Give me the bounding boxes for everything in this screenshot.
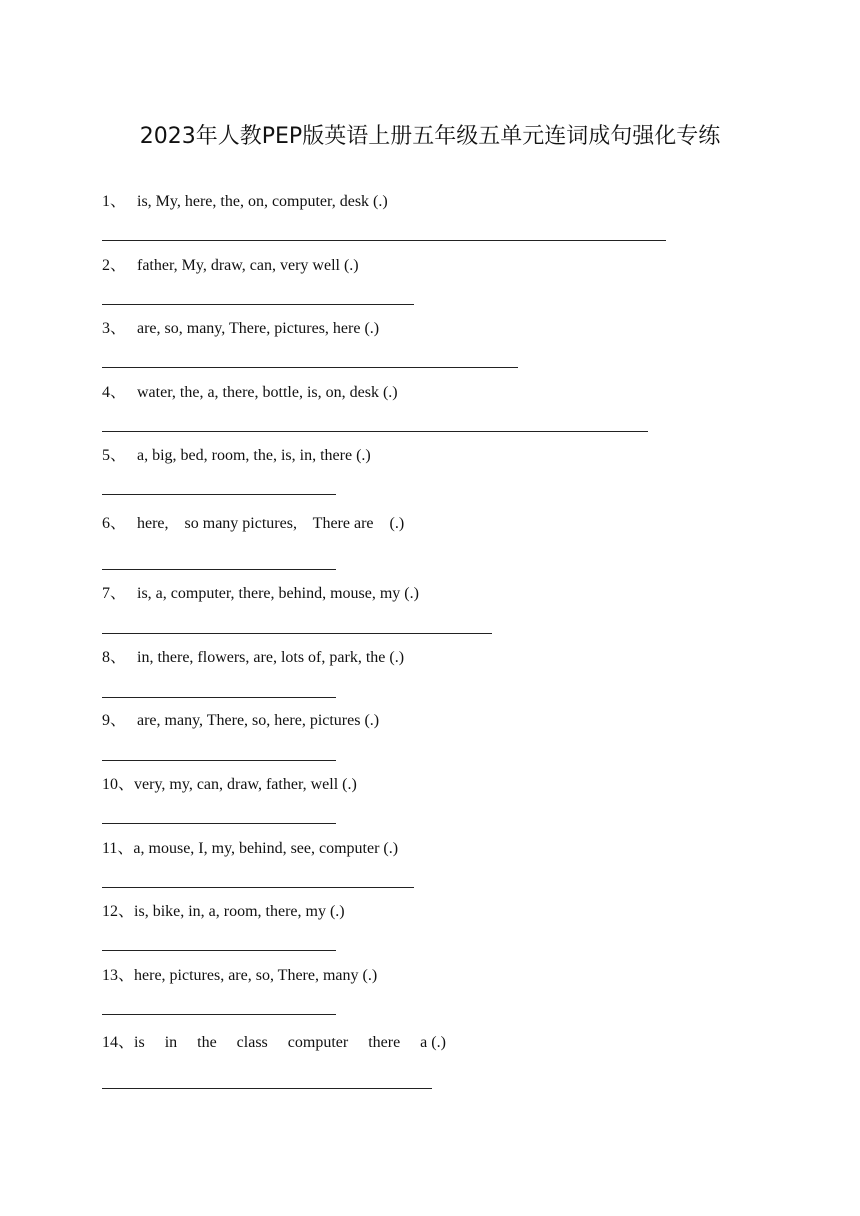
question-item xyxy=(102,711,802,731)
question-number: 9、 xyxy=(102,712,127,729)
question-text xyxy=(102,584,802,604)
question-item xyxy=(102,383,802,403)
question-words: are, many, There, so, here, pictures (.) xyxy=(137,712,380,729)
question-number: 3、 xyxy=(102,320,127,337)
question-text xyxy=(102,256,802,276)
question-text xyxy=(102,514,802,534)
answer-line[interactable] xyxy=(102,760,336,761)
question-number: 10、 xyxy=(102,776,135,793)
question-words: father, My, draw, can, very well (.) xyxy=(137,257,359,274)
question-item xyxy=(102,584,802,604)
question-words: here, so many pictures, There are (.) xyxy=(137,515,405,532)
answer-line[interactable] xyxy=(102,697,336,698)
question-text xyxy=(102,775,802,795)
question-text xyxy=(102,192,802,212)
question-item xyxy=(102,966,802,986)
question-words: here, pictures, are, so, There, many (.) xyxy=(134,967,378,984)
question-item xyxy=(102,1033,802,1053)
question-item xyxy=(102,256,802,276)
question-item xyxy=(102,775,802,795)
question-text xyxy=(102,902,802,922)
answer-line[interactable] xyxy=(102,240,666,241)
question-words: in, there, flowers, are, lots of, park, the (.) xyxy=(137,649,405,666)
question-text xyxy=(102,319,802,339)
answer-line[interactable] xyxy=(102,431,648,432)
question-text xyxy=(102,383,802,403)
question-number: 4、 xyxy=(102,384,127,401)
question-words: water, the, a, there, bottle, is, on, desk (.) xyxy=(137,384,398,401)
question-words: is, bike, in, a, room, there, my (.) xyxy=(134,903,345,920)
answer-line[interactable] xyxy=(102,367,518,368)
question-number: 7、 xyxy=(102,585,127,602)
question-number: 11、 xyxy=(102,840,134,857)
answer-line[interactable] xyxy=(102,633,492,634)
question-text xyxy=(102,966,802,986)
answer-line[interactable] xyxy=(102,823,336,824)
question-number: 12、 xyxy=(102,903,135,920)
question-text xyxy=(102,648,802,668)
question-number: 14、 xyxy=(102,1034,135,1051)
question-item xyxy=(102,319,802,339)
answer-line[interactable] xyxy=(102,569,336,570)
question-words: a, mouse, I, my, behind, see, computer (.) xyxy=(133,840,399,857)
page-title: 2023年人教PEP版英语上册五年级五单元连词成句强化专练 xyxy=(139,124,721,149)
question-text xyxy=(102,711,802,731)
question-item xyxy=(102,902,802,922)
answer-line[interactable] xyxy=(102,887,414,888)
question-number: 13、 xyxy=(102,967,135,984)
answer-line[interactable] xyxy=(102,1014,336,1015)
question-item xyxy=(102,839,802,859)
question-words: very, my, can, draw, father, well (.) xyxy=(134,776,357,793)
question-item xyxy=(102,648,802,668)
question-item xyxy=(102,192,802,212)
question-words: a, big, bed, room, the, is, in, there (.) xyxy=(137,447,371,464)
answer-line[interactable] xyxy=(102,950,336,951)
question-item xyxy=(102,514,802,534)
question-text xyxy=(102,839,802,859)
question-number: 6、 xyxy=(102,515,127,532)
question-number: 8、 xyxy=(102,649,127,666)
answer-line[interactable] xyxy=(102,494,336,495)
question-words: is in the class computer there a (.) xyxy=(134,1034,446,1051)
answer-line[interactable] xyxy=(102,304,414,305)
question-item xyxy=(102,446,802,466)
question-text xyxy=(102,446,802,466)
question-words: are, so, many, There, pictures, here (.) xyxy=(137,320,380,337)
question-words: is, a, computer, there, behind, mouse, my (.) xyxy=(137,585,419,602)
question-number: 1、 xyxy=(102,193,127,210)
question-text xyxy=(102,1033,802,1053)
question-number: 5、 xyxy=(102,447,127,464)
question-words: is, My, here, the, on, computer, desk (.) xyxy=(137,193,388,210)
answer-line[interactable] xyxy=(102,1088,432,1089)
question-number: 2、 xyxy=(102,257,127,274)
